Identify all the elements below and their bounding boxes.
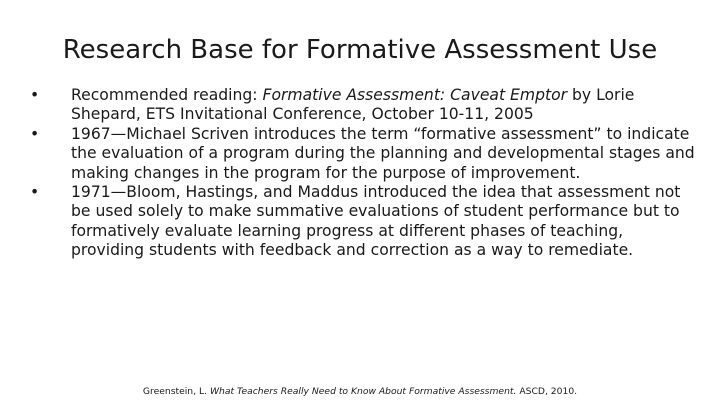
reading-title: Formative Assessment: Caveat Emptor bbox=[262, 86, 568, 104]
bullet-item-1971 bbox=[30, 183, 700, 261]
bullet-text: 1967—Michael Scriven introduces the term “formative assessment” to indicate the evaluation of a program during the planning and developmental stages and making changes in the program for the purpose of improvement. bbox=[71, 124, 695, 182]
bullet-icon: • bbox=[30, 86, 40, 104]
bullet-item-recommended-reading bbox=[30, 86, 700, 125]
bullet-text-suffix: by Lorie Shepard, ETS Invitational Conference, October 10-11, 2005 bbox=[71, 86, 635, 124]
citation bbox=[0, 386, 720, 398]
bullet-icon: • bbox=[30, 183, 40, 202]
bullet-list bbox=[30, 86, 700, 261]
citation-book-title: What Teachers Really Need to Know About Formative Assessment. bbox=[209, 386, 517, 397]
citation-publisher: ASCD, 2010. bbox=[516, 386, 578, 397]
bullet-text: 1971—Bloom, Hastings, and Maddus introduced the idea that assessment not be used solely to make summative evaluations of student performance but to formatively evaluate learning progress at different phases of teaching, providing students with feedback and correction as a way to remediate. bbox=[71, 183, 681, 260]
bullet-icon: • bbox=[30, 124, 40, 143]
bullet-item-1967 bbox=[30, 125, 700, 183]
bullet-text-prefix: Recommended reading: bbox=[71, 86, 263, 104]
slide-title: Research Base for Formative Assessment Use bbox=[62, 35, 658, 65]
citation-author: Greenstein, L. bbox=[142, 386, 210, 397]
